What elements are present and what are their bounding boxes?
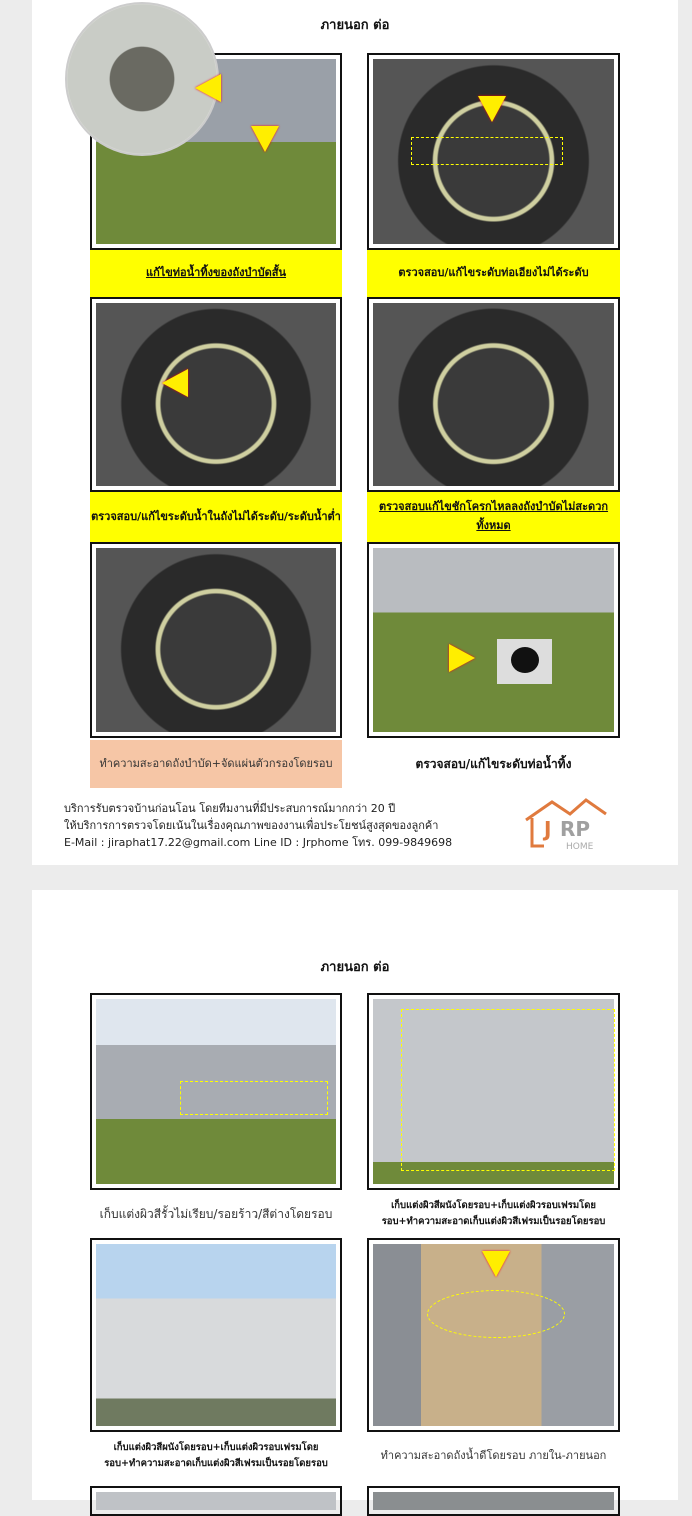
photo-pipe-level: [367, 53, 620, 250]
page-title: ภายนอก ต่อ: [320, 18, 390, 33]
caption: เก็บแต่งผิวสีผนังโดยรอบ+เก็บแต่งผิวรอบเฟรมโดยรอบ+ทำความสะอาดเก็บแต่งผิวสีเฟรมเป็นรอยโดยรอบ: [381, 1199, 606, 1227]
svg-text:RP: RP: [560, 817, 591, 841]
svg-text:J: J: [544, 817, 552, 841]
caption: ทำความสะอาดถังบำบัด+จัดแผ่นตัวกรองโดยรอบ: [90, 740, 342, 788]
photo-toilet-flow: [367, 297, 620, 492]
photo-partial: [367, 1486, 620, 1516]
caption: ตรวจสอบ/แก้ไขระดับท่อเอียงไม่ได้ระดับ: [367, 250, 620, 297]
photo-wall-frames: [367, 993, 620, 1190]
footer-line: ให้บริการการตรวจโดยเน้นในเรื่องคุณภาพของงานเพื่อประโยชน์สูงสุดของลูกค้า: [64, 819, 439, 832]
photo-water-tank: [367, 1238, 620, 1432]
photo-inset-zoom: [65, 2, 219, 156]
caption: ตรวจสอบแก้ไขชักโครกไหลลงถังบำบัดไม่สะดวกทั้งหมด: [367, 492, 620, 542]
footer-contact: E-Mail : jiraphat17.22@gmail.com Line ID : Jrphome โทร. 099-9849698: [64, 836, 453, 849]
contact-footer: [64, 800, 452, 851]
page-title: ภายนอก ต่อ: [320, 960, 390, 975]
photo-building-wall: [90, 1238, 342, 1432]
caption: เก็บแต่งผิวสีรั้วไม่เรียบ/รอยร้าว/สีต่างโดยรอบ: [99, 1206, 333, 1221]
footer-line: บริการรับตรวจบ้านก่อนโอน โดยทีมงานที่มีประสบการณ์มากกว่า 20 ปี: [64, 802, 396, 815]
photo-water-level: [90, 297, 342, 492]
caption: ตรวจสอบ/แก้ไขระดับท่อน้ำทิ้ง: [415, 756, 572, 771]
photo-fence: [90, 993, 342, 1190]
photo-tank-cleaning: [90, 542, 342, 738]
photo-outlet-level: [367, 542, 620, 738]
caption: ตรวจสอบ/แก้ไขระดับน้ำในถังไม่ได้ระดับ/ระดับน้ำต่ำ: [90, 492, 342, 542]
photo-partial: [90, 1486, 342, 1516]
caption: เก็บแต่งผิวสีผนังโดยรอบ+เก็บแต่งผิวรอบเฟรมโดยรอบ+ทำความสะอาดเก็บแต่งผิวสีเฟรมเป็นรอยโดยรอบ: [104, 1441, 328, 1469]
jrp-home-logo: [522, 796, 608, 852]
svg-text:HOME: HOME: [566, 842, 594, 852]
caption: แก้ไขท่อน้ำทิ้งของถังบำบัดสั้น: [90, 250, 342, 297]
caption: ทำความสะอาดถังน้ำดีโดยรอบ ภายใน-ภายนอก: [380, 1448, 607, 1462]
